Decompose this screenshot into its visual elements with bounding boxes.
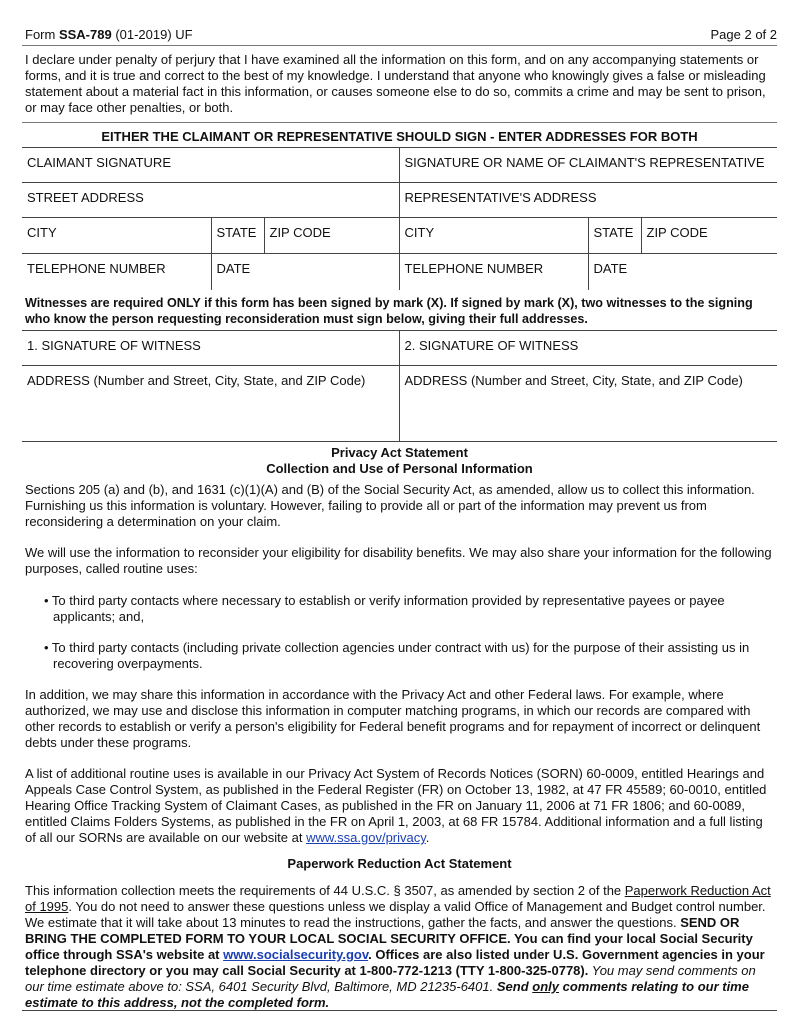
rep-date-field[interactable]: DATE: [588, 254, 777, 290]
witness2-signature-field[interactable]: 2. SIGNATURE OF WITNESS: [399, 331, 777, 366]
state-field[interactable]: STATE: [211, 218, 264, 254]
date-field[interactable]: DATE: [211, 254, 399, 290]
page-number: Page 2 of 2: [710, 27, 777, 42]
rep-zip-field[interactable]: ZIP CODE: [641, 218, 777, 254]
socialsecurity-link[interactable]: www.socialsecurity.gov: [223, 947, 369, 962]
pra-link[interactable]: Paperwork Reduction Act of 1995: [25, 883, 771, 914]
routine-use-item: • To third party contacts where necessary to establish or verify information provided by representative payees or payee applicants; and,: [44, 593, 725, 624]
privacy-paragraph: Sections 205 (a) and (b), and 1631 (c)(1)(A) and (B) of the Social Security Act, as amended, allow us to collect this information. Furnishing us this information is voluntary. However, failing to provide all or part of the information may prevent us from reconsidering a determination on your claim.: [25, 482, 755, 529]
form-id: Form SSA-789 (01-2019) UF: [25, 27, 193, 42]
routine-use-item: • To third party contacts (including private collection agencies under contract with us) for the purpose of their assisting us in recovering overpayments.: [44, 640, 750, 671]
page-header: [25, 27, 777, 45]
rep-city-field[interactable]: CITY: [399, 218, 588, 254]
rep-state-field[interactable]: STATE: [588, 218, 641, 254]
rep-signature-field[interactable]: SIGNATURE OR NAME OF CLAIMANT'S REPRESENTATIVE: [399, 148, 777, 183]
witness1-address-field[interactable]: ADDRESS (Number and Street, City, State, and ZIP Code): [22, 366, 399, 442]
declaration: I declare under penalty of perjury that I have examined all the information on this form, and on any accompanying statements or forms, and it is true and correct to the best of my knowledge. I understand that anyone who knowingly gives a false or misleading statement about a material fact in this information, or causes someone else to do so, commits a crime and may be sent to prison, or may face other penalties, or both.: [25, 52, 766, 115]
witness-note: Witnesses are required ONLY if this form has been signed by mark (X). If signed by mark (X), two witnesses to the signing who know the person requesting reconsideration must sign below, giving their full addresses.: [25, 296, 753, 326]
rep-address-field[interactable]: REPRESENTATIVE'S ADDRESS: [399, 183, 777, 218]
witness-table: [22, 330, 777, 442]
paperwork-title: Paperwork Reduction Act Statement: [287, 856, 512, 871]
divider: [22, 45, 777, 46]
witness1-signature-field[interactable]: 1. SIGNATURE OF WITNESS: [22, 331, 399, 366]
privacy-title: Privacy Act Statement: [331, 445, 468, 460]
divider: [22, 1010, 777, 1011]
signature-table: [22, 147, 777, 290]
privacy-paragraph: We will use the information to reconsider your eligibility for disability benefits. We may also share your information for the following purposes, called routine uses:: [25, 545, 772, 576]
privacy-subtitle: Collection and Use of Personal Information: [266, 461, 533, 476]
claimant-signature-field[interactable]: CLAIMANT SIGNATURE: [22, 148, 399, 183]
paperwork-paragraph: This information collection meets the requirements of 44 U.S.C. § 3507, as amended by section 2 of the Paperwork Reduction Act of 1995. You do not need to answer these questions unless we display a valid Office of Management and Budget control number. We estimate that it will take about 13 minutes to read the instructions, gather the facts, and answer the questions. SEND OR BRING THE COMPLETED FORM TO YOUR LOCAL SOCIAL SECURITY OFFICE. You can find your local Social Security office through SSA's website at www.socialsecurity.gov. Offices are also listed under U.S. Government agencies in your telephone directory or you may call Social Security at 1-800-772-1213 (TTY 1-800-325-0778). You may send comments on our time estimate above to: SSA, 6401 Security Blvd, Baltimore, MD 21235-6401. Send only comments relating to our time estimate to this address, not the completed form.: [25, 883, 771, 1010]
street-address-field[interactable]: STREET ADDRESS: [22, 183, 399, 218]
divider: [22, 122, 777, 123]
privacy-paragraph: In addition, we may share this information in accordance with the Privacy Act and other Federal laws. For example, where authorized, we may use and disclose this information in computer matching programs, in which our records are compared with other records to establish or verify a person's eligibility for Federal benefit programs and for repayment of incorrect or delinquent debts under these programs.: [25, 687, 761, 750]
ssa-privacy-link[interactable]: www.ssa.gov/privacy: [306, 830, 426, 845]
witness2-address-field[interactable]: ADDRESS (Number and Street, City, State, and ZIP Code): [399, 366, 777, 442]
sign-heading: EITHER THE CLAIMANT OR REPRESENTATIVE SHOULD SIGN - ENTER ADDRESSES FOR BOTH: [101, 129, 698, 144]
privacy-paragraph: A list of additional routine uses is available in our Privacy Act System of Records Notices (SORN) 60-0009, entitled Hearings and Appeals Case Control System, as published in the Federal Register (FR) on October 13, 1982, at 47 FR 45589; 60-0010, entitled Hearing Office Tracking System of Claimant Cases, as published in the FR on January 11, 2006 at 71 FR 1806; and 60-0089, entitled Claims Folders Systems, as published in the FR on April 1, 2003, at 68 FR 15784. Additional information and a full listing of all our SORNs are available on our website at www.ssa.gov/privacy.: [25, 766, 767, 845]
rep-telephone-field[interactable]: TELEPHONE NUMBER: [399, 254, 588, 290]
city-field[interactable]: CITY: [22, 218, 211, 254]
zip-field[interactable]: ZIP CODE: [264, 218, 399, 254]
telephone-field[interactable]: TELEPHONE NUMBER: [22, 254, 211, 290]
